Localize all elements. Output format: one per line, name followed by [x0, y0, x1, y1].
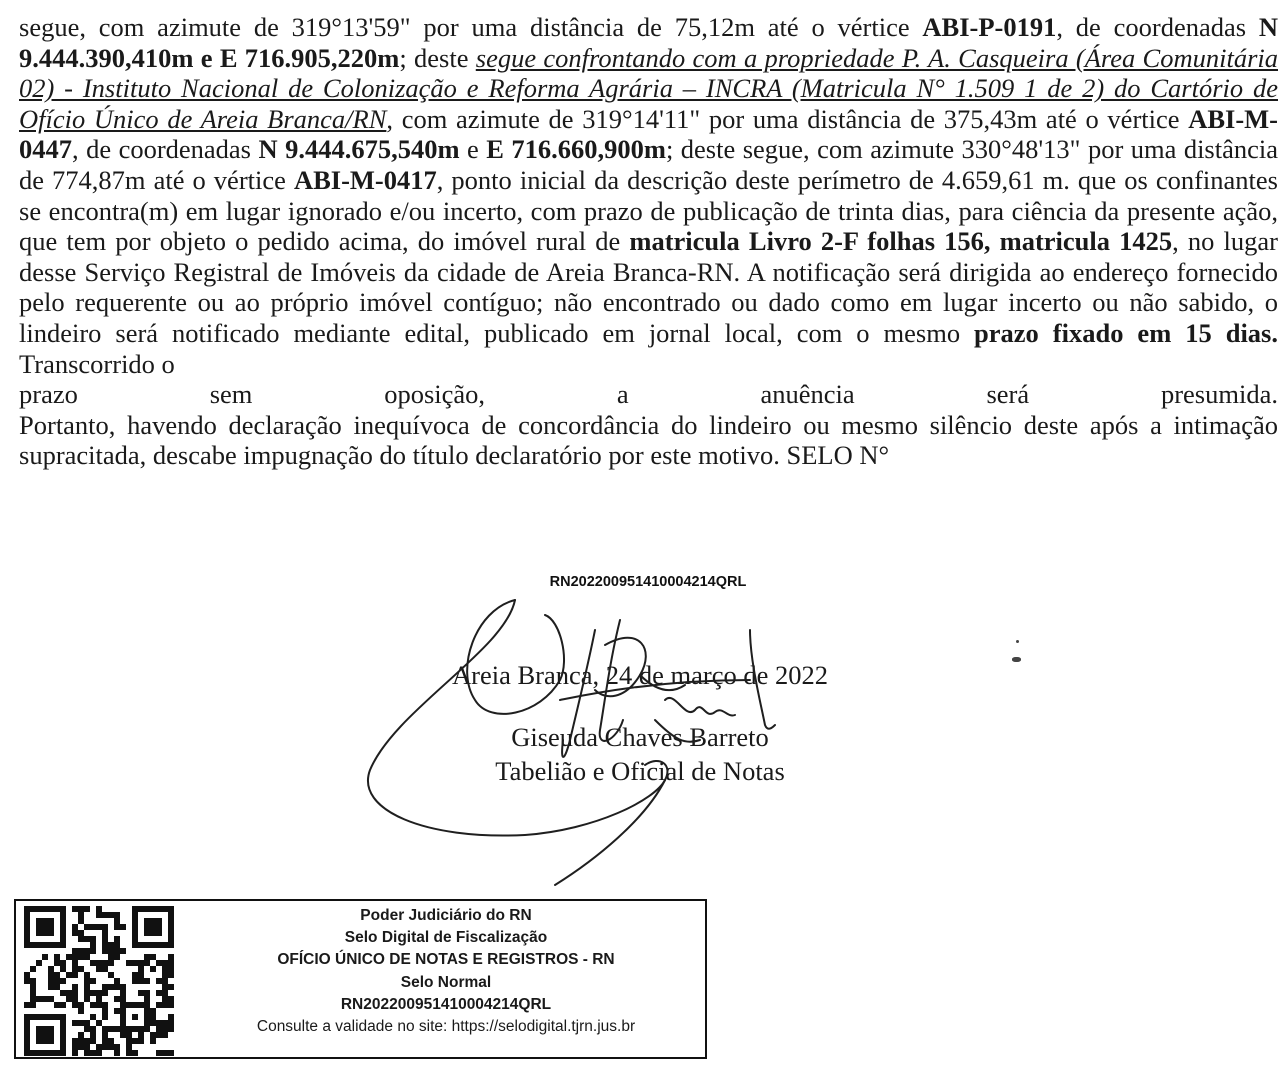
coordinate-n: N 9.444.675,540m	[258, 134, 460, 165]
word: sem	[209, 379, 253, 410]
text-run: , no lugar desse Serviço Registral de Imóveis da cidade de Areia Branca-RN. A notificação será dirigida ao endereço fornecido pelo requerente ou ao próprio imóvel contíguo; não encontrado ou dado como em lugar incerto ou não sabido, o lindeiro será notificado mediante edital, publicado em jornal local, com o mesmo	[19, 226, 1278, 348]
scan-speck	[1016, 640, 1019, 643]
word: oposição,	[384, 379, 486, 410]
word: a	[616, 379, 629, 410]
vertex-code: ABI-M-0447	[19, 103, 1278, 165]
spacer	[380, 692, 900, 720]
seal-line-type: Selo Normal	[400, 973, 492, 991]
signer-name: Giseuda Chaves Barreto	[511, 722, 769, 752]
text-run: , de coordenadas	[72, 134, 259, 165]
selo-code: RN202200951410004214QRL	[549, 574, 747, 590]
seal-line-validation-url: Consulte a validade no site: https://selodigital.tjrn.jus.br	[256, 1018, 636, 1036]
text-run: e	[193, 42, 220, 73]
scan-speck	[1012, 657, 1021, 662]
text-run: , ponto inicial da descrição deste perímetro de 4.659,61 m. que os confinantes se encontra(m) em lugar ignorado e/ou incerto, com prazo de publicação de trinta dias, para ciência da presente ação, que tem por objeto o pedido acima, do imóvel rural de	[19, 164, 1278, 257]
text-run: ; deste	[399, 42, 476, 73]
word: prazo	[19, 379, 78, 410]
word: anuência	[760, 379, 855, 410]
signature-block	[380, 658, 900, 788]
seal-line-office: OFÍCIO ÚNICO DE NOTAS E REGISTROS - RN	[277, 951, 615, 969]
text-run: , com azimute de 319°14'11" por uma distância de 375,43m até o vértice	[386, 103, 1189, 134]
digital-seal-box	[14, 899, 707, 1059]
seal-text	[188, 905, 704, 1038]
word: será	[986, 379, 1030, 410]
place-date: Areia Branca, 24 de março de 2022	[452, 660, 828, 690]
text-run: e	[459, 134, 487, 165]
text-run: Transcorrido o	[19, 348, 175, 379]
word: presumida.	[1160, 379, 1278, 410]
document-body-text	[19, 12, 1278, 471]
coordinate-e: E 716.905,220m	[219, 42, 400, 73]
text-run: Portanto, havendo declaração inequívoca de concordância do lindeiro ou mesmo silêncio deste após a intimação supracitada, descabe impugnação do título declaratório por este motivo. SELO N°	[19, 409, 1278, 471]
signer-title: Tabelião e Oficial de Notas	[495, 756, 785, 786]
seal-line-title: Selo Digital de Fiscalização	[344, 929, 548, 947]
coordinate-n: N 9.444.390,410m	[19, 12, 1278, 73]
qr-code-icon[interactable]	[24, 906, 174, 1056]
text-run: ; deste segue, com azimute 330°48'13" por uma distância de 774,87m até o vértice	[19, 134, 1279, 195]
vertex-code: ABI-P-0191	[922, 12, 1057, 42]
seal-line-code: RN202200951410004214QRL	[340, 995, 552, 1013]
confrontation-underlined: segue confrontando com a propriedade P. A. Casqueira (Área Comunitária 02) - Instituto Nacional de Colonização e Reforma Agrária – INCRA (Matricula N° 1.509 1 de 2) do Cartório de Ofício Único de Areia Branca/RN	[19, 42, 1278, 134]
text-run: , de coordenadas	[1056, 12, 1259, 42]
registry-reference: matricula Livro 2-F folhas 156, matricula 1425	[629, 226, 1173, 257]
deadline-bold: prazo fixado em 15 dias.	[974, 317, 1278, 348]
spread-line	[19, 379, 1278, 410]
text-run: segue, com azimute de 319°13'59" por uma distância de 75,12m até o vértice	[19, 12, 923, 42]
vertex-code: ABI-M-0417	[293, 164, 437, 195]
coordinate-e: E 716.660,900m	[486, 134, 666, 165]
seal-line-court: Poder Judiciário do RN	[360, 907, 532, 924]
